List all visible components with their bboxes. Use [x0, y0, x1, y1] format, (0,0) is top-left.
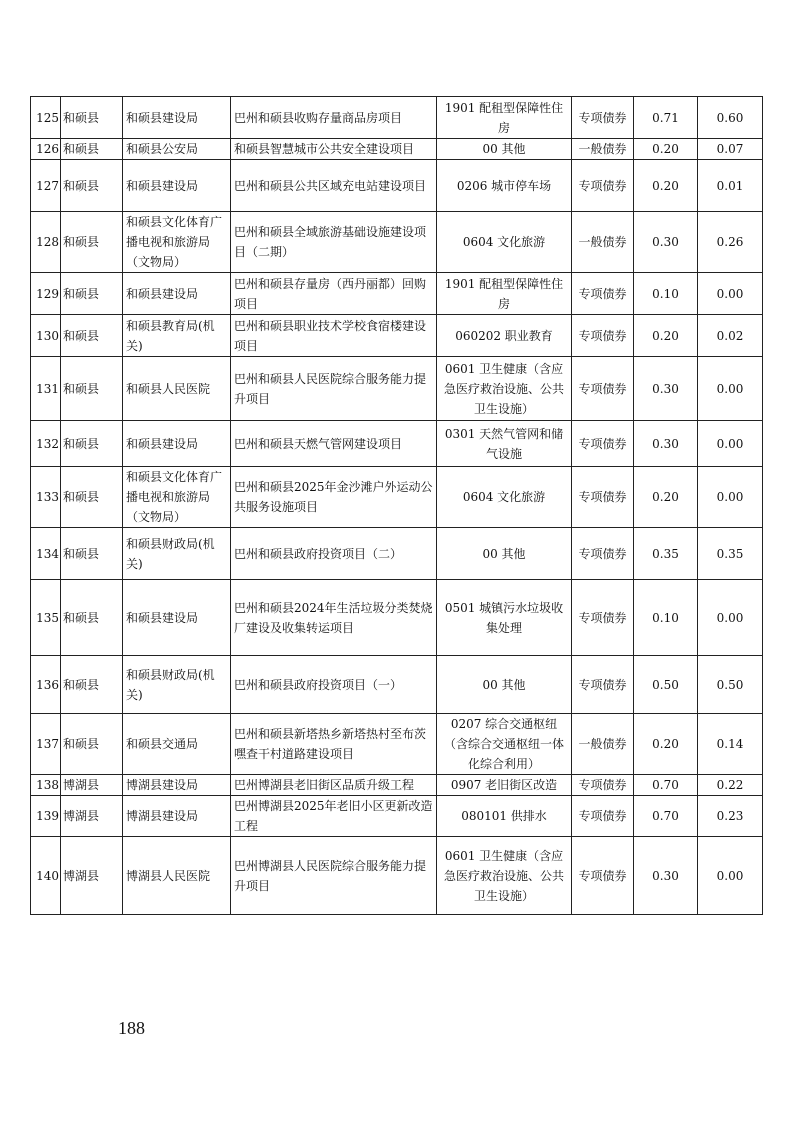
- category-cell: 0501 城镇污水垃圾收集处理: [437, 580, 572, 656]
- table-row: [31, 775, 763, 796]
- county-cell: 和硕县: [61, 656, 123, 714]
- unit-cell: 和硕县文化体育广播电视和旅游局（文物局）: [123, 212, 231, 273]
- amount-a-cell: 0.35: [634, 528, 698, 580]
- bond-type-cell: 专项债券: [572, 775, 634, 796]
- category-cell: 0601 卫生健康（含应急医疗救治设施、公共卫生设施）: [437, 357, 572, 421]
- amount-a-cell: 0.71: [634, 97, 698, 139]
- table-row: [31, 357, 763, 421]
- amount-a-cell: 0.20: [634, 315, 698, 357]
- amount-a-cell: 0.30: [634, 357, 698, 421]
- project-name-cell: 巴州和硕县公共区域充电站建设项目: [231, 160, 437, 212]
- unit-cell: 和硕县公安局: [123, 139, 231, 160]
- project-table: [30, 96, 763, 915]
- project-name-cell: 巴州和硕县全域旅游基础设施建设项目（二期）: [231, 212, 437, 273]
- category-cell: 0207 综合交通枢纽（含综合交通枢纽一体化综合利用）: [437, 714, 572, 775]
- page-number: 188: [118, 1018, 145, 1038]
- table-row: [31, 421, 763, 467]
- table-row: [31, 160, 763, 212]
- project-table-container: [30, 96, 762, 915]
- county-cell: 和硕县: [61, 212, 123, 273]
- category-cell: 0604 文化旅游: [437, 212, 572, 273]
- bond-type-cell: 专项债券: [572, 357, 634, 421]
- amount-b-cell: 0.00: [698, 357, 763, 421]
- table-row: [31, 714, 763, 775]
- project-name-cell: 巴州和硕县2024年生活垃圾分类焚烧厂建设及收集转运项目: [231, 580, 437, 656]
- amount-b-cell: 0.60: [698, 97, 763, 139]
- bond-type-cell: 专项债券: [572, 273, 634, 315]
- project-name-cell: 巴州和硕县存量房（西丹丽都）回购项目: [231, 273, 437, 315]
- table-row: [31, 796, 763, 837]
- project-name-cell: 巴州博湖县老旧街区品质升级工程: [231, 775, 437, 796]
- unit-cell: 博湖县建设局: [123, 796, 231, 837]
- county-cell: 博湖县: [61, 837, 123, 915]
- amount-a-cell: 0.70: [634, 775, 698, 796]
- bond-type-cell: 专项债券: [572, 837, 634, 915]
- county-cell: 和硕县: [61, 528, 123, 580]
- amount-a-cell: 0.20: [634, 714, 698, 775]
- amount-b-cell: 0.23: [698, 796, 763, 837]
- table-body: [31, 97, 763, 915]
- amount-b-cell: 0.07: [698, 139, 763, 160]
- unit-cell: 和硕县人民医院: [123, 357, 231, 421]
- bond-type-cell: 专项债券: [572, 160, 634, 212]
- row-number: 130: [31, 315, 61, 357]
- project-name-cell: 巴州博湖县2025年老旧小区更新改造工程: [231, 796, 437, 837]
- project-name-cell: 巴州博湖县人民医院综合服务能力提升项目: [231, 837, 437, 915]
- row-number: 137: [31, 714, 61, 775]
- category-cell: 00 其他: [437, 139, 572, 160]
- county-cell: 和硕县: [61, 714, 123, 775]
- amount-a-cell: 0.20: [634, 139, 698, 160]
- row-number: 139: [31, 796, 61, 837]
- unit-cell: 和硕县建设局: [123, 580, 231, 656]
- county-cell: 和硕县: [61, 357, 123, 421]
- amount-a-cell: 0.10: [634, 273, 698, 315]
- amount-a-cell: 0.20: [634, 160, 698, 212]
- row-number: 135: [31, 580, 61, 656]
- amount-a-cell: 0.20: [634, 467, 698, 528]
- bond-type-cell: 专项债券: [572, 315, 634, 357]
- amount-a-cell: 0.50: [634, 656, 698, 714]
- amount-b-cell: 0.00: [698, 467, 763, 528]
- table-row: [31, 97, 763, 139]
- county-cell: 博湖县: [61, 796, 123, 837]
- amount-b-cell: 0.35: [698, 528, 763, 580]
- county-cell: 和硕县: [61, 160, 123, 212]
- row-number: 126: [31, 139, 61, 160]
- amount-b-cell: 0.00: [698, 421, 763, 467]
- category-cell: 0604 文化旅游: [437, 467, 572, 528]
- row-number: 138: [31, 775, 61, 796]
- project-name-cell: 巴州和硕县政府投资项目（一）: [231, 656, 437, 714]
- row-number: 125: [31, 97, 61, 139]
- amount-a-cell: 0.10: [634, 580, 698, 656]
- project-name-cell: 巴州和硕县收购存量商品房项目: [231, 97, 437, 139]
- row-number: 128: [31, 212, 61, 273]
- amount-b-cell: 0.22: [698, 775, 763, 796]
- row-number: 140: [31, 837, 61, 915]
- county-cell: 和硕县: [61, 580, 123, 656]
- table-row: [31, 656, 763, 714]
- category-cell: 0301 天然气管网和储气设施: [437, 421, 572, 467]
- table-row: [31, 837, 763, 915]
- amount-b-cell: 0.50: [698, 656, 763, 714]
- bond-type-cell: 专项债券: [572, 796, 634, 837]
- amount-b-cell: 0.26: [698, 212, 763, 273]
- county-cell: 和硕县: [61, 139, 123, 160]
- bond-type-cell: 一般债券: [572, 212, 634, 273]
- bond-type-cell: 专项债券: [572, 421, 634, 467]
- amount-a-cell: 0.30: [634, 421, 698, 467]
- amount-a-cell: 0.30: [634, 212, 698, 273]
- table-row: [31, 528, 763, 580]
- table-row: [31, 139, 763, 160]
- table-row: [31, 580, 763, 656]
- county-cell: 和硕县: [61, 273, 123, 315]
- row-number: 136: [31, 656, 61, 714]
- row-number: 129: [31, 273, 61, 315]
- project-name-cell: 巴州和硕县政府投资项目（二）: [231, 528, 437, 580]
- county-cell: 和硕县: [61, 421, 123, 467]
- project-name-cell: 巴州和硕县人民医院综合服务能力提升项目: [231, 357, 437, 421]
- unit-cell: 和硕县文化体育广播电视和旅游局（文物局）: [123, 467, 231, 528]
- project-name-cell: 巴州和硕县2025年金沙滩户外运动公共服务设施项目: [231, 467, 437, 528]
- county-cell: 和硕县: [61, 315, 123, 357]
- table-row: [31, 273, 763, 315]
- project-name-cell: 巴州和硕县新塔热乡新塔热村至布茨嘿查干村道路建设项目: [231, 714, 437, 775]
- table-row: [31, 212, 763, 273]
- category-cell: 00 其他: [437, 656, 572, 714]
- bond-type-cell: 专项债券: [572, 656, 634, 714]
- table-row: [31, 315, 763, 357]
- amount-b-cell: 0.01: [698, 160, 763, 212]
- unit-cell: 和硕县财政局(机关): [123, 528, 231, 580]
- unit-cell: 和硕县交通局: [123, 714, 231, 775]
- bond-type-cell: 专项债券: [572, 528, 634, 580]
- amount-b-cell: 0.02: [698, 315, 763, 357]
- amount-a-cell: 0.30: [634, 837, 698, 915]
- unit-cell: 和硕县教育局(机关): [123, 315, 231, 357]
- unit-cell: 和硕县建设局: [123, 421, 231, 467]
- unit-cell: 和硕县建设局: [123, 97, 231, 139]
- category-cell: 0601 卫生健康（含应急医疗救治设施、公共卫生设施）: [437, 837, 572, 915]
- project-name-cell: 和硕县智慧城市公共安全建设项目: [231, 139, 437, 160]
- county-cell: 和硕县: [61, 97, 123, 139]
- bond-type-cell: 一般债券: [572, 139, 634, 160]
- project-name-cell: 巴州和硕县天燃气管网建设项目: [231, 421, 437, 467]
- unit-cell: 博湖县建设局: [123, 775, 231, 796]
- table-row: [31, 467, 763, 528]
- amount-b-cell: 0.00: [698, 273, 763, 315]
- bond-type-cell: 专项债券: [572, 467, 634, 528]
- row-number: 134: [31, 528, 61, 580]
- row-number: 127: [31, 160, 61, 212]
- category-cell: 1901 配租型保障性住房: [437, 273, 572, 315]
- bond-type-cell: 一般债券: [572, 714, 634, 775]
- unit-cell: 博湖县人民医院: [123, 837, 231, 915]
- bond-type-cell: 专项债券: [572, 580, 634, 656]
- category-cell: 080101 供排水: [437, 796, 572, 837]
- amount-b-cell: 0.00: [698, 580, 763, 656]
- row-number: 131: [31, 357, 61, 421]
- category-cell: 0206 城市停车场: [437, 160, 572, 212]
- amount-b-cell: 0.14: [698, 714, 763, 775]
- amount-a-cell: 0.70: [634, 796, 698, 837]
- project-name-cell: 巴州和硕县职业技术学校食宿楼建设项目: [231, 315, 437, 357]
- unit-cell: 和硕县建设局: [123, 160, 231, 212]
- category-cell: 1901 配租型保障性住房: [437, 97, 572, 139]
- county-cell: 和硕县: [61, 467, 123, 528]
- unit-cell: 和硕县建设局: [123, 273, 231, 315]
- bond-type-cell: 专项债券: [572, 97, 634, 139]
- amount-b-cell: 0.00: [698, 837, 763, 915]
- category-cell: 00 其他: [437, 528, 572, 580]
- category-cell: 060202 职业教育: [437, 315, 572, 357]
- category-cell: 0907 老旧街区改造: [437, 775, 572, 796]
- row-number: 133: [31, 467, 61, 528]
- row-number: 132: [31, 421, 61, 467]
- county-cell: 博湖县: [61, 775, 123, 796]
- unit-cell: 和硕县财政局(机关): [123, 656, 231, 714]
